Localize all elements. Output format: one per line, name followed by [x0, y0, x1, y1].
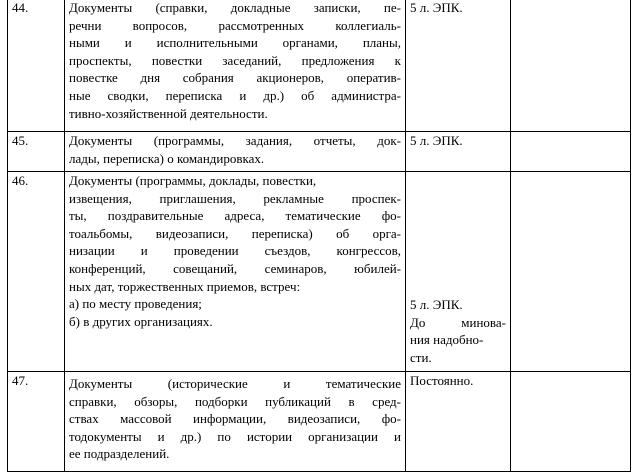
- table-row: [8, 172, 631, 372]
- row-description: [65, 372, 406, 472]
- row-retention-term: [406, 372, 511, 472]
- description-line: проспекты, повестки заседаний, предложения к: [69, 52, 401, 68]
- description-line: повестке дня собрания акционеров, оператив-: [69, 70, 401, 86]
- description-line: тодокументы и др.) по истории организации и: [69, 428, 401, 444]
- row-number: 46.: [8, 172, 65, 372]
- row-note: [511, 172, 631, 372]
- description-line: ные сводки, переписка и др.) об администра-: [69, 87, 401, 103]
- description-line: тоальбомы, видеозаписи, переписка) об орга-: [69, 225, 401, 241]
- description-line: тивно-хозяйственной деятельности.: [69, 105, 268, 121]
- description-line: ными и исполнительными органами, планы,: [69, 35, 401, 51]
- description-line: Документы (программы, задания, отчеты, док-: [69, 133, 401, 148]
- description-line: речни вопросов, рассмотренных коллегиаль-: [69, 17, 401, 33]
- row-description: [65, 132, 406, 172]
- description-line: б) в других организациях.: [69, 313, 213, 329]
- description-line: ствах массовой информации, видеозаписи, фо-: [69, 411, 401, 427]
- term-line: 5 л. ЭПК.: [410, 297, 463, 312]
- row-number: 47.: [8, 372, 65, 472]
- row-retention-term: [406, 0, 511, 132]
- row-description: [65, 172, 406, 372]
- row-note: [511, 372, 631, 472]
- description-line: низации и проведении съездов, конгрессов,: [69, 243, 401, 259]
- term-line: 5 л. ЭПК.: [410, 133, 463, 148]
- description-line: Документы (исторические и тематические: [69, 376, 401, 391]
- retention-table: [7, 0, 631, 472]
- description-line: ее подразделений.: [69, 446, 170, 462]
- description-line: а) по месту проведения;: [69, 296, 202, 312]
- row-retention-term: [406, 172, 511, 372]
- table-row: [8, 132, 631, 172]
- description-line: лады, переписка) о командировках.: [69, 150, 265, 166]
- description-line: ты, поздравительные адреса, тематические фо-: [69, 208, 401, 224]
- row-note: [511, 132, 631, 172]
- row-number: 44.: [8, 0, 65, 132]
- term-line: 5 л. ЭПК.: [410, 0, 463, 15]
- term-line: ния надобно-: [410, 332, 484, 348]
- row-retention-term: [406, 132, 511, 172]
- row-description: [65, 0, 406, 132]
- table-row: [8, 0, 631, 132]
- description-line: Документы (программы, доклады, повестки,: [69, 173, 317, 188]
- term-line: До минова-: [410, 314, 506, 330]
- row-note: [511, 0, 631, 132]
- description-line: конференций, совещаний, семинаров, юбилей-: [69, 260, 401, 276]
- description-line: справки, обзоры, подборки публикаций в сред-: [69, 393, 401, 409]
- description-line: Документы (справки, докладные записки, пе-: [69, 0, 401, 15]
- row-number: 45.: [8, 132, 65, 172]
- table-row: [8, 372, 631, 472]
- term-line: сти.: [410, 349, 432, 365]
- description-line: ных дат, торжественных приемов, встреч:: [69, 278, 301, 294]
- term-line: Постоянно.: [410, 373, 474, 388]
- description-line: извещения, приглашения, рекламные проспек-: [69, 190, 401, 206]
